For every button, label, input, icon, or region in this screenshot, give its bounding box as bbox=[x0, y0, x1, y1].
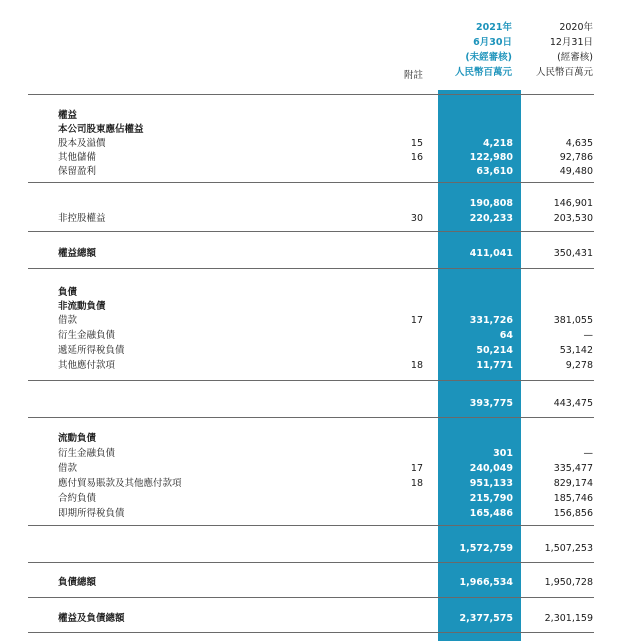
table-row bbox=[0, 431, 620, 446]
note-column-header: 附註 bbox=[403, 70, 423, 81]
current-year: 2021年 bbox=[476, 22, 512, 33]
row-current-value: 63,610 bbox=[476, 166, 513, 177]
row-note: 16 bbox=[410, 152, 423, 163]
row-current-value: 1,966,534 bbox=[459, 577, 513, 588]
current-unit: 人民幣百萬元 bbox=[454, 67, 512, 78]
row-current-value: 165,486 bbox=[469, 508, 513, 519]
row-current-value: 4,218 bbox=[482, 138, 513, 149]
row-previous-value: 53,142 bbox=[559, 345, 593, 356]
row-previous-value: 335,477 bbox=[553, 463, 593, 474]
row-current-value: 190,808 bbox=[469, 198, 513, 209]
row-current-value: 122,980 bbox=[469, 152, 513, 163]
row-note: 17 bbox=[410, 463, 423, 474]
row-label: 衍生金融負債 bbox=[58, 448, 116, 459]
table-row bbox=[0, 575, 620, 590]
row-note: 17 bbox=[410, 315, 423, 326]
table-row bbox=[0, 446, 620, 461]
row-divider bbox=[28, 268, 594, 269]
row-previous-value: 92,786 bbox=[559, 152, 593, 163]
row-current-value: 240,049 bbox=[469, 463, 513, 474]
table-row bbox=[0, 343, 620, 358]
row-label: 股本及溢價 bbox=[58, 138, 106, 149]
row-divider bbox=[28, 525, 594, 526]
table-row bbox=[0, 136, 620, 151]
row-divider bbox=[28, 562, 594, 563]
row-previous-value: 49,480 bbox=[559, 166, 593, 177]
table-row bbox=[0, 285, 620, 300]
row-label: 非流動負債 bbox=[58, 301, 106, 312]
row-previous-value: — bbox=[583, 330, 593, 341]
row-label: 保留盈利 bbox=[58, 166, 97, 177]
table-row bbox=[0, 506, 620, 521]
previous-unit: 人民幣百萬元 bbox=[535, 67, 593, 78]
row-label: 權益總額 bbox=[58, 248, 97, 259]
table-row bbox=[0, 164, 620, 179]
row-label: 即期所得稅負債 bbox=[58, 508, 125, 519]
row-current-value: 331,726 bbox=[469, 315, 513, 326]
row-previous-value: 1,950,728 bbox=[544, 577, 593, 588]
row-divider bbox=[28, 597, 594, 598]
row-label: 負債總額 bbox=[58, 577, 97, 588]
row-label: 其他儲備 bbox=[58, 152, 97, 163]
table-row bbox=[0, 246, 620, 261]
table-row bbox=[0, 299, 620, 314]
row-current-value: 411,041 bbox=[469, 248, 513, 259]
table-row bbox=[0, 108, 620, 123]
current-audit-status: (未經審核) bbox=[465, 52, 512, 63]
row-note: 18 bbox=[410, 360, 423, 371]
row-current-value: 50,214 bbox=[476, 345, 513, 356]
row-label: 其他應付款項 bbox=[58, 360, 116, 371]
row-previous-value: 203,530 bbox=[553, 213, 593, 224]
table-row bbox=[0, 461, 620, 476]
table-row bbox=[0, 150, 620, 165]
row-label: 非控股權益 bbox=[58, 213, 106, 224]
table-row bbox=[0, 358, 620, 373]
table-row bbox=[0, 541, 620, 556]
row-previous-value: 146,901 bbox=[553, 198, 593, 209]
row-current-value: 215,790 bbox=[469, 493, 513, 504]
row-note: 15 bbox=[410, 138, 423, 149]
row-previous-value: 443,475 bbox=[553, 398, 593, 409]
row-note: 18 bbox=[410, 478, 423, 489]
row-current-value: 64 bbox=[499, 330, 513, 341]
current-date: 6月30日 bbox=[473, 37, 512, 48]
row-current-value: 220,233 bbox=[469, 213, 513, 224]
table-row bbox=[0, 211, 620, 226]
row-divider bbox=[28, 231, 594, 232]
table-row bbox=[0, 122, 620, 137]
row-current-value: 11,771 bbox=[476, 360, 513, 371]
row-divider bbox=[28, 182, 594, 183]
row-previous-value: 4,635 bbox=[565, 138, 593, 149]
table-row bbox=[0, 328, 620, 343]
row-label: 遞延所得稅負債 bbox=[58, 345, 125, 356]
row-label: 應付貿易賬款及其他應付款項 bbox=[58, 478, 182, 489]
row-previous-value: 829,174 bbox=[553, 478, 593, 489]
previous-date: 12月31日 bbox=[549, 37, 593, 48]
row-previous-value: 156,856 bbox=[553, 508, 593, 519]
previous-period-header bbox=[520, 20, 593, 80]
table-row bbox=[0, 313, 620, 328]
row-label: 負債 bbox=[58, 287, 78, 298]
row-label: 借款 bbox=[58, 463, 78, 474]
previous-year: 2020年 bbox=[559, 22, 593, 33]
row-previous-value: — bbox=[583, 448, 593, 459]
row-label: 權益 bbox=[58, 110, 78, 121]
row-previous-value: 1,507,253 bbox=[544, 543, 593, 554]
row-previous-value: 9,278 bbox=[565, 360, 593, 371]
row-current-value: 951,133 bbox=[469, 478, 513, 489]
table-row bbox=[0, 196, 620, 211]
table-row bbox=[0, 491, 620, 506]
row-note: 30 bbox=[410, 213, 423, 224]
row-previous-value: 185,746 bbox=[553, 493, 593, 504]
row-current-value: 393,775 bbox=[469, 398, 513, 409]
header-divider bbox=[28, 94, 594, 95]
row-previous-value: 2,301,159 bbox=[544, 613, 593, 624]
row-label: 流動負債 bbox=[58, 433, 97, 444]
row-current-value: 1,572,759 bbox=[459, 543, 513, 554]
row-divider bbox=[28, 380, 594, 381]
row-label: 本公司股東應佔權益 bbox=[58, 124, 144, 135]
row-previous-value: 350,431 bbox=[553, 248, 593, 259]
row-label: 借款 bbox=[58, 315, 78, 326]
row-current-value: 301 bbox=[493, 448, 513, 459]
row-label: 衍生金融負債 bbox=[58, 330, 116, 341]
previous-audit-status: (經審核) bbox=[557, 52, 593, 63]
table-row bbox=[0, 396, 620, 411]
row-previous-value: 381,055 bbox=[553, 315, 593, 326]
row-current-value: 2,377,575 bbox=[459, 613, 513, 624]
row-divider bbox=[28, 632, 594, 633]
current-period-header bbox=[436, 20, 512, 80]
table-row bbox=[0, 611, 620, 626]
row-label: 合約負債 bbox=[58, 493, 97, 504]
table-row bbox=[0, 476, 620, 491]
row-divider bbox=[28, 417, 594, 418]
row-label: 權益及負債總額 bbox=[58, 613, 125, 624]
